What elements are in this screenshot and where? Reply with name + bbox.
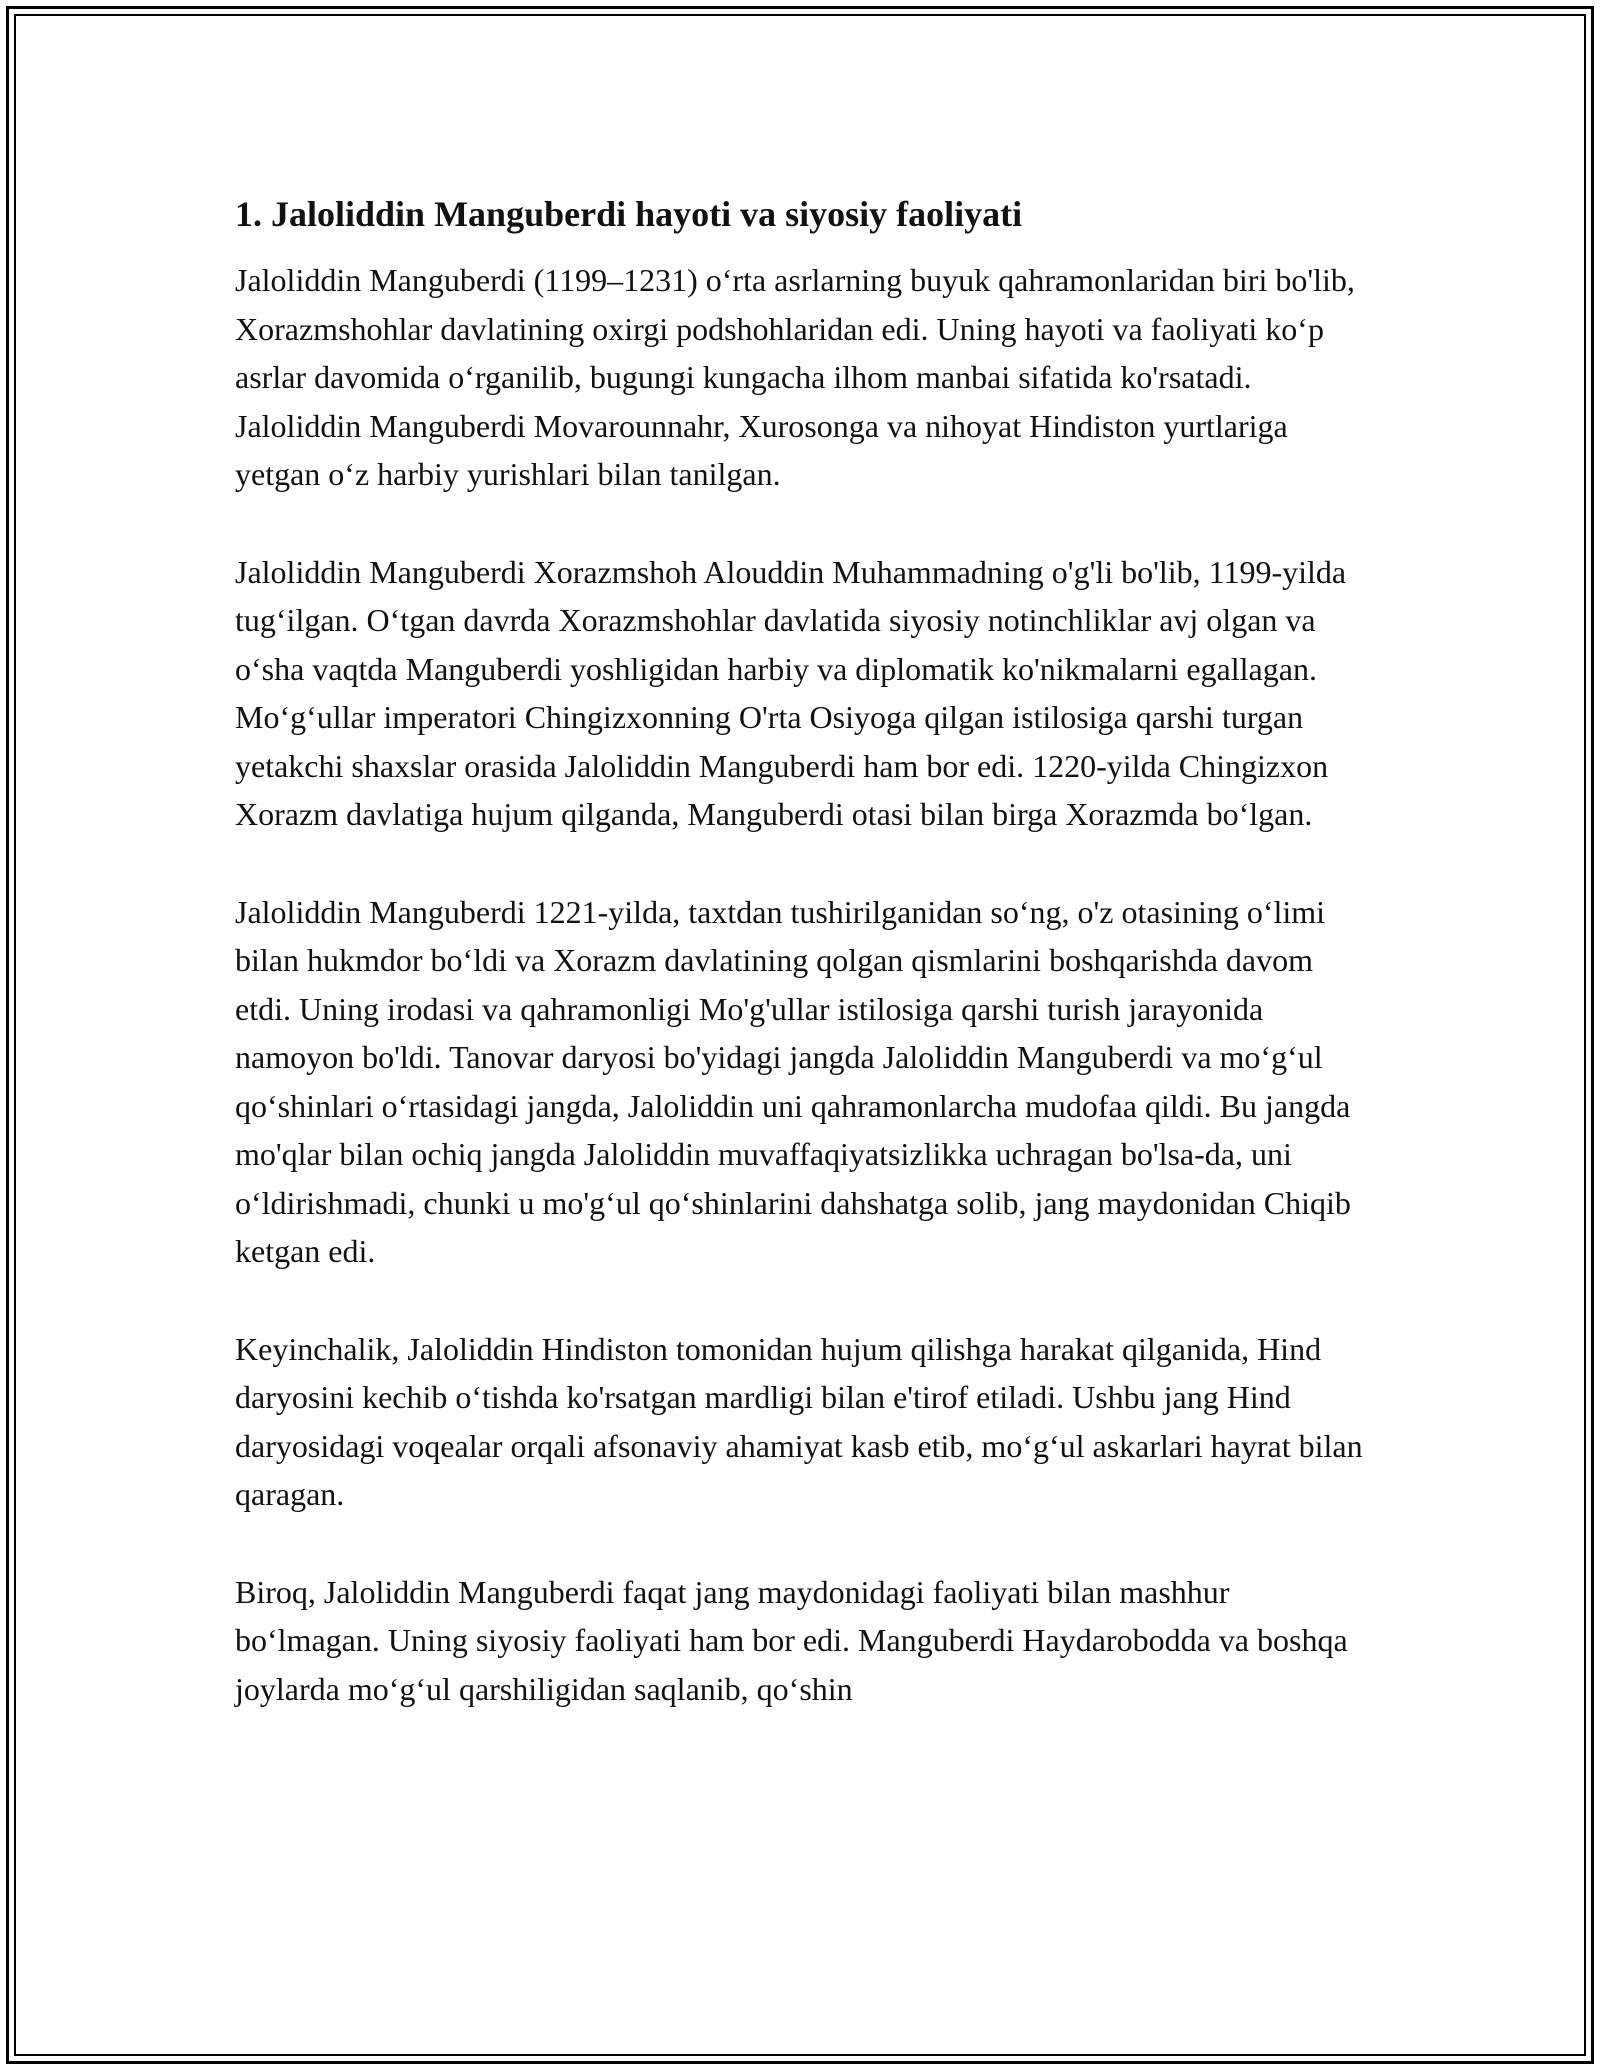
paragraph-4: Keyinchalik, Jaloliddin Hindiston tomonidan hujum qilishga harakat qilganida, Hind daryosini kechib o‘tishda ko'rsatgan mardligi bilan e'tirof etiladi. Ushbu jang Hind daryosidagi voqealar orqali afsonaviy ahamiyat kasb etib, mo‘g‘ul askarlari hayrat bilan qaragan. [235,1330,1363,1512]
paragraph-2: Jaloliddin Manguberdi Xorazmshoh Alouddin Muhammadning o'g'li bo'lib, 1199-yilda tug‘ilgan. O‘tgan davrda Xorazmshohlar davlatida siyosiy notinchliklar avj olgan va o‘sha vaqtda Manguberdi yoshligidan harbiy va diplomatik ko'nikmalarni egallagan. Mo‘g‘ullar imperatori Chingizxonning O'rta Osiyoga qilgan istilosiga qarshi turgan yetakchi shaxslar orasida Jaloliddin Manguberdi ham bor edi. 1220-yilda Chingizxon Xorazm davlatiga hujum qilganda, Manguberdi otasi bilan birga Xorazmda bo‘lgan. [235,553,1347,832]
paragraph-5: Biroq, Jaloliddin Manguberdi faqat jang maydonidagi faoliyati bilan mashhur bo‘lmagan. Uning siyosiy faoliyati ham bor edi. Manguberdi Haydarobodda va boshqa joylarda mo‘g‘ul qarshiligidan saqlanib, qo‘shin [235,1573,1348,1707]
paragraph-3: Jaloliddin Manguberdi 1221-yilda, taxtdan tushirilganidan so‘ng, o'z otasining o‘limi bilan hukmdor bo‘ldi va Xorazm davlatining qolgan qismlarini boshqarishda davom etdi. Uning irodasi va qahramonligi Mo'g'ullar istilosiga qarshi turish jarayonida namoyon bo'ldi. Tanovar daryosi bo'yidagi jangda Jaloliddin Manguberdi va mo‘g‘ul qo‘shinlari o‘rtasidagi jangda, Jaloliddin uni qahramonlarcha mudofaa qildi. Bu jangda mo'qlar bilan ochiq jangda Jaloliddin muvaffaqiyatsizlikka uchragan bo'lsa-da, uni o‘ldirishmadi, chunki u mo'g‘ul qo‘shinlarini dahshatga solib, jang maydonidan Chiqib ketgan edi. [235,893,1351,1269]
document-body [235,184,1365,1762]
paragraph-1: Jaloliddin Manguberdi (1199–1231) o‘rta asrlarning buyuk qahramonlaridan biri bo'lib, Xorazmshohlar davlatining oxirgi podshohlaridan edi. Uning hayoti va faoliyati ko‘p asrlar davomida o‘rganilib, bugungi kungacha ilhom manbai sifatida ko'rsatadi. Jaloliddin Manguberdi Movarounnahr, Xurosonga va nihoyat Hindiston yurtlariga yetgan o‘z harbiy yurishlari bilan tanilgan. [235,262,1355,492]
section-heading: 1. Jaloliddin Manguberdi hayoti va siyosiy faoliyati [235,194,1023,234]
